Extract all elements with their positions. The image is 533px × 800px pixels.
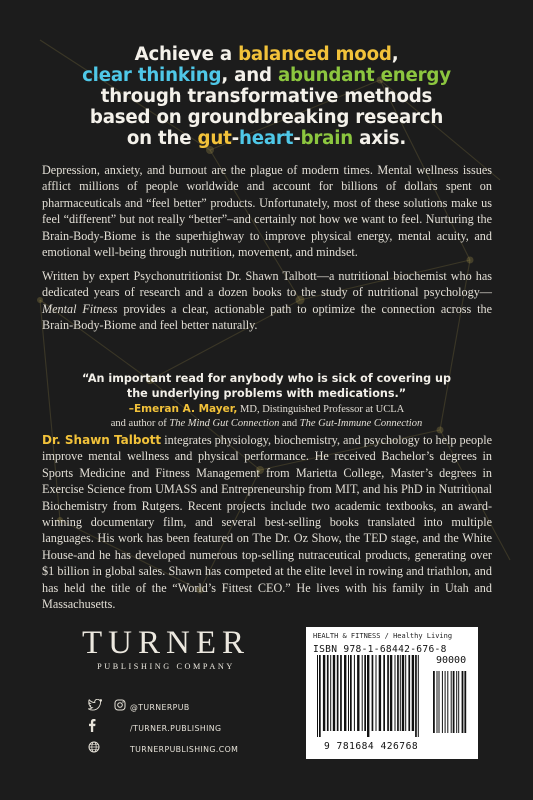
- barcode-bar: [402, 655, 404, 731]
- barcode-bar: [340, 655, 342, 731]
- barcode-bar: [364, 655, 366, 731]
- isbn-number: ISBN 978-1-68442-676-8: [313, 644, 447, 655]
- barcode-bar: [337, 655, 339, 731]
- barcode-bar: [442, 671, 443, 733]
- social-handle: @TURNERPUB: [130, 702, 190, 712]
- barcode-bar: [354, 655, 355, 731]
- highlight-brain: brain: [300, 128, 354, 149]
- ean-digits: 9 781684 426768: [324, 741, 419, 752]
- barcode-bar: [319, 655, 321, 737]
- headline-line: based on groundbreaking research: [89, 107, 444, 128]
- social-row-handle: [88, 698, 238, 716]
- barcode-bar: [383, 655, 385, 731]
- social-row-website: [88, 740, 238, 758]
- social-links: [88, 698, 238, 761]
- paragraph-text: provides a clear, actionable path to optimize the connection across the Brain-Body-Biome and feel better naturally.: [42, 301, 492, 333]
- barcode-bar: [447, 671, 448, 733]
- author-intro-paragraph: [42, 268, 492, 334]
- barcode-bar: [376, 655, 377, 731]
- highlight-gut: gut: [197, 128, 232, 149]
- description-paragraph: Depression, anxiety, and burnout are the plague of modern times. Mental wellness issues afflict millions of people worldwide and account for billions of dollars spent on pharmaceuticals and “feel better” products. Unfortunately, most of these solutions make us feel “different” but not really “better”–and certainly not how we want to feel. Nurturing the Brain-Body-Biome is the superhighway to improve physical energy, mental acuity, and emotional well-being through nutrition, movement, and mindset.: [42, 163, 492, 260]
- barcode-bars: [313, 655, 471, 741]
- headline-text: -: [293, 128, 301, 149]
- barcode-bar: [412, 655, 414, 731]
- attribution-text: and: [279, 418, 300, 429]
- barcode-bar: [405, 655, 406, 731]
- headline-line: through transformative methods: [100, 86, 433, 107]
- publisher-name: TURNER: [82, 625, 250, 661]
- highlight-clear-thinking: clear thinking: [82, 65, 222, 86]
- author-name: Dr. Shawn Talbott: [42, 433, 162, 447]
- barcode-bar: [462, 671, 464, 733]
- endorsement-quote: [60, 371, 473, 401]
- social-row-facebook: [88, 719, 238, 737]
- highlight-heart: heart: [238, 128, 294, 149]
- barcode-bar: [456, 671, 457, 733]
- book-title: The Mind Gut Connection: [169, 418, 280, 429]
- instagram-icon: [114, 698, 126, 716]
- book-title: The Gut-Immune Connection: [299, 418, 423, 429]
- author-bio: [42, 432, 492, 612]
- paragraph-text: Written by expert Psychonutritionist Dr. Shawn Talbott—a nutritional biochemist who has dedicated years of research and a dozen books to the study of nutritional psychology—: [42, 269, 492, 300]
- barcode-bar: [372, 655, 374, 731]
- barcode-bar: [333, 655, 335, 731]
- headline-text: -: [231, 128, 239, 149]
- barcode-bar: [397, 655, 399, 731]
- highlight-balanced-mood: balanced mood: [238, 44, 392, 65]
- bisac-category: HEALTH & FITNESS / Healthy Living: [313, 632, 453, 640]
- barcode-bar: [464, 671, 466, 733]
- twitter-icon: [88, 698, 102, 716]
- publisher-logo: [78, 626, 254, 671]
- barcode-bar: [415, 655, 417, 737]
- barcode-bar: [350, 655, 352, 731]
- headline-text: ,: [391, 44, 399, 65]
- barcode-bar: [367, 655, 369, 737]
- facebook-icon: [88, 719, 96, 737]
- barcode-bar: [458, 671, 459, 733]
- barcode-bar: [387, 655, 389, 731]
- quote-credentials: MD, Distinguished Professor at UCLA: [237, 404, 405, 415]
- headline-text: on the: [126, 128, 198, 149]
- barcode-bar: [323, 655, 325, 731]
- barcode-bar: [451, 671, 452, 733]
- barcode-bar: [418, 655, 419, 737]
- quote-line: “An important read for anybody who is sick of covering up: [81, 372, 452, 385]
- barcode-bar: [379, 655, 381, 731]
- headline-text: Achieve a: [134, 44, 239, 65]
- barcode-bar: [390, 655, 392, 731]
- barcode-bar: [408, 655, 410, 731]
- barcode-bar: [439, 671, 440, 733]
- barcode-bar: [330, 655, 331, 731]
- quote-attribution: [60, 402, 473, 431]
- website: TURNERPUBLISHING.COM: [130, 744, 239, 754]
- highlight-abundant-energy: abundant energy: [277, 65, 451, 86]
- barcode-bar: [348, 655, 349, 731]
- facebook-page: /TURNER.PUBLISHING: [130, 723, 222, 733]
- bio-text: integrates physiology, biochemistry, and psychology to help people improve mental wellness and physical performance. He received Bachelor’s degrees in Sports Medicine and Fitness Management from Marietta College, Master’s degrees in Exercise Science from UMASS and Entrepreneurship from MIT, and his PhD in Nutritional Biochemistry from Rutgers. Recent projects include two academic textbooks, an award-winning documentary film, and several best-selling books translated into multiple languages. His work has been featured on The Dr. Oz Show, the TED stage, and the White House-and he has developed numerous top-selling nutraceutical products, generating over $1 billion in global sales. Shawn has competed at the elite level in rowing and triathlon, and has held the title of the “World’s Fittest CEO.” He lives with his family in Utah and Massachusetts.: [42, 433, 493, 612]
- barcode-bar: [445, 671, 446, 733]
- quote-line: the underlying problems with medications.”: [126, 387, 407, 400]
- quote-author: –Emeran A. Mayer,: [128, 403, 238, 415]
- barcode-bar: [327, 655, 329, 731]
- book-title: Mental Fitness: [42, 301, 118, 316]
- isbn-barcode: [306, 627, 478, 759]
- barcode-bar: [362, 655, 363, 731]
- price-code: 90000: [436, 655, 467, 666]
- barcode-bar: [395, 655, 396, 731]
- headline-text: , and: [221, 65, 278, 86]
- barcode-bar: [453, 671, 455, 733]
- headline: [60, 44, 473, 149]
- barcode-bar: [437, 671, 438, 733]
- attribution-text: and author of: [110, 418, 170, 429]
- globe-icon: [88, 740, 100, 758]
- barcode-bar: [357, 655, 359, 731]
- publisher-tagline: PUBLISHING COMPANY: [97, 662, 235, 671]
- barcode-bar: [433, 671, 435, 733]
- barcode-bar: [317, 655, 318, 737]
- headline-text: axis.: [353, 128, 407, 149]
- barcode-bar: [344, 655, 346, 731]
- barcode-bar: [400, 655, 401, 731]
